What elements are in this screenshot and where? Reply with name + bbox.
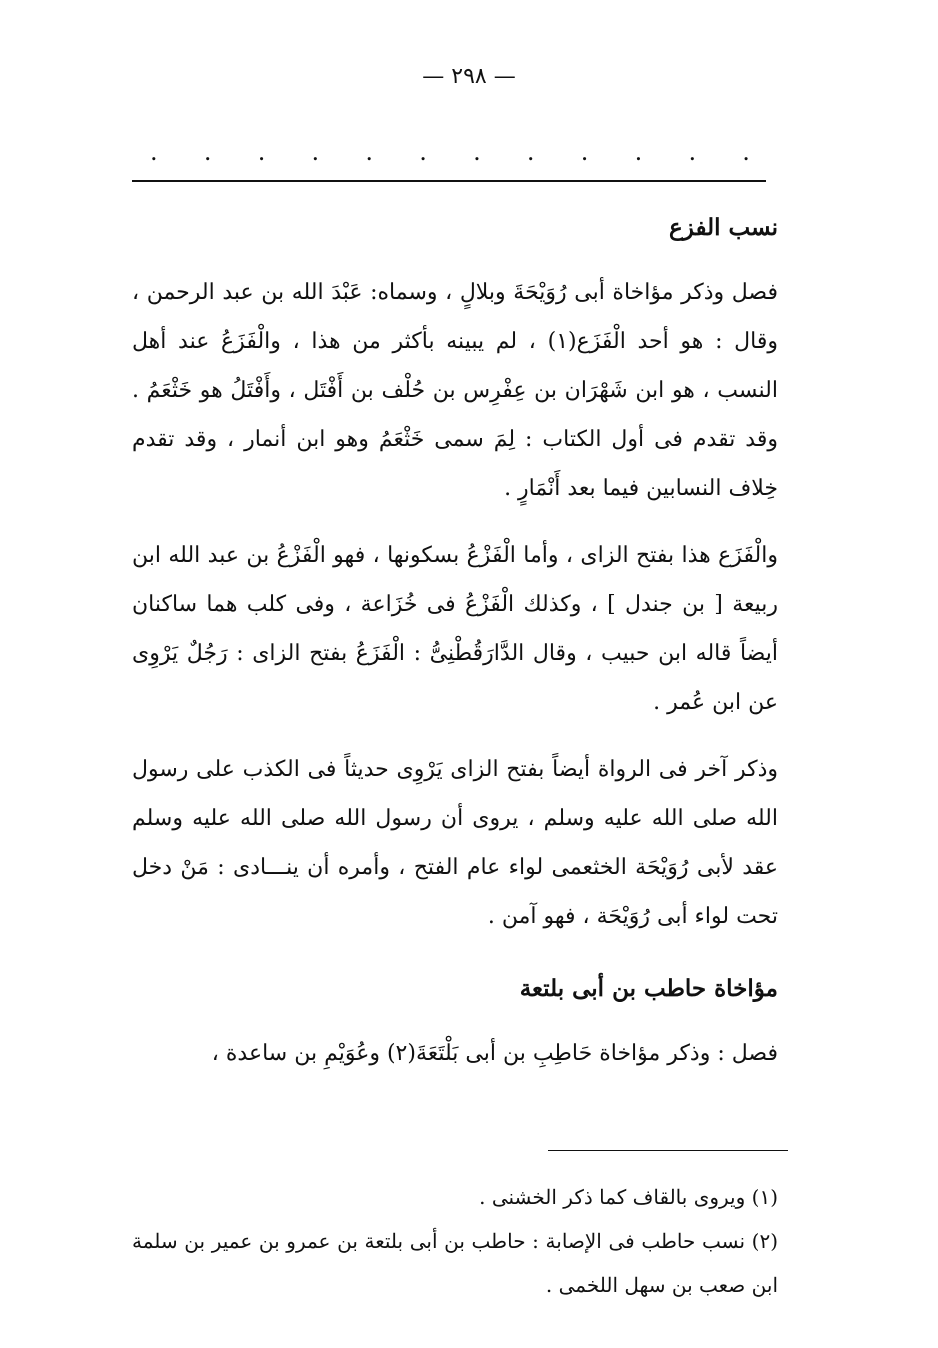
dot: . <box>634 138 643 166</box>
footnote: (٢) نسب حاطب فى الإصابة : حاطب بن أبى بلتعة بن عمرو بن عمير بن سلمة ابن صعب بن سهل اللخمى . <box>132 1229 778 1297</box>
section-heading: مؤاخاة حاطب بن أبى بلتعة <box>519 975 778 1002</box>
dot: . <box>473 138 481 166</box>
paragraph: فصل وذكر مؤاخاة أبى رُوَيْحَةَ وبلالٍ ، وسماه: عَبْدَ الله بن عبد الرحمن ، وقال : هو أحد الْفَزَع(١) ، لم يبينه بأكثر من هذا ، والْفَزَعُ عند أهل النسب ، هو ابن شَهْرَان بن عِفْرِس بن حُلْف بن أَفْتَل ، وأَفْتَلُ هو خَثْعَمُ . وقد تقدم فى أول الكتاب : لِمَ سمى خَثْعَمُ وهو ابن أنمار ، وقد تقدم خِلاف النسابين فيما بعد أَنْمَارٍ . <box>132 280 779 501</box>
dot: . <box>257 138 266 166</box>
page-number: — ٢٩٨ — <box>422 64 516 89</box>
dot: . <box>688 138 697 166</box>
footnotes <box>132 1175 778 1307</box>
dot: . <box>580 138 589 166</box>
dot: . <box>311 138 320 166</box>
dot: . <box>203 138 212 166</box>
footnote: (١) ويروى بالقاف كما ذكر الخشنى . <box>479 1185 778 1209</box>
section-heading: نسب الفزع <box>669 214 778 241</box>
paragraph: وذكر آخر فى الرواة أيضاً بفتح الزاى يَرْوِى حديثاً فى الكذب على رسول الله صلى الله عليه وسلم ، يروى أن رسول الله صلى الله عليه وسلم عقد لأبى رُوَيْحَة الخثعمى لواء عام الفتح ، وأمره أن ينـــادى : مَنْ دخل تحت لواء أبى رُوَيْحَة ، فهو آمن . <box>132 757 778 929</box>
footnote-divider <box>548 1150 788 1151</box>
dot: . <box>419 138 427 166</box>
dot: . <box>742 138 750 166</box>
paragraph: فصل : وذكر مؤاخاة حَاطِبِ بن أبى بَلْتَعَةَ(٢) وعُوَيْمِ بن ساعدة ، <box>211 1041 778 1066</box>
main-text <box>132 210 778 1096</box>
ellipsis-dots <box>150 140 750 164</box>
paragraph: والْفَزَع هذا بفتح الزاى ، وأما الْفَزْعُ بسكونها ، فهو الْفَزْعُ بن عبد الله ابن ربيعة [ بن جندل ] ، وكذلك الْفَزْعُ فى خُزَاعة ، وفى كلب هما ساكنان أيضاً قاله ابن حبيب ، وقال الدَّارَقُطْنِىُّ : الْفَزَعُ بفتح الزاى : رَجُلٌ يَرْوِى عن ابن عُمر . <box>132 543 778 715</box>
dot: . <box>526 138 535 166</box>
dot: . <box>365 138 374 166</box>
dot: . <box>150 138 158 166</box>
header-divider <box>132 180 766 182</box>
